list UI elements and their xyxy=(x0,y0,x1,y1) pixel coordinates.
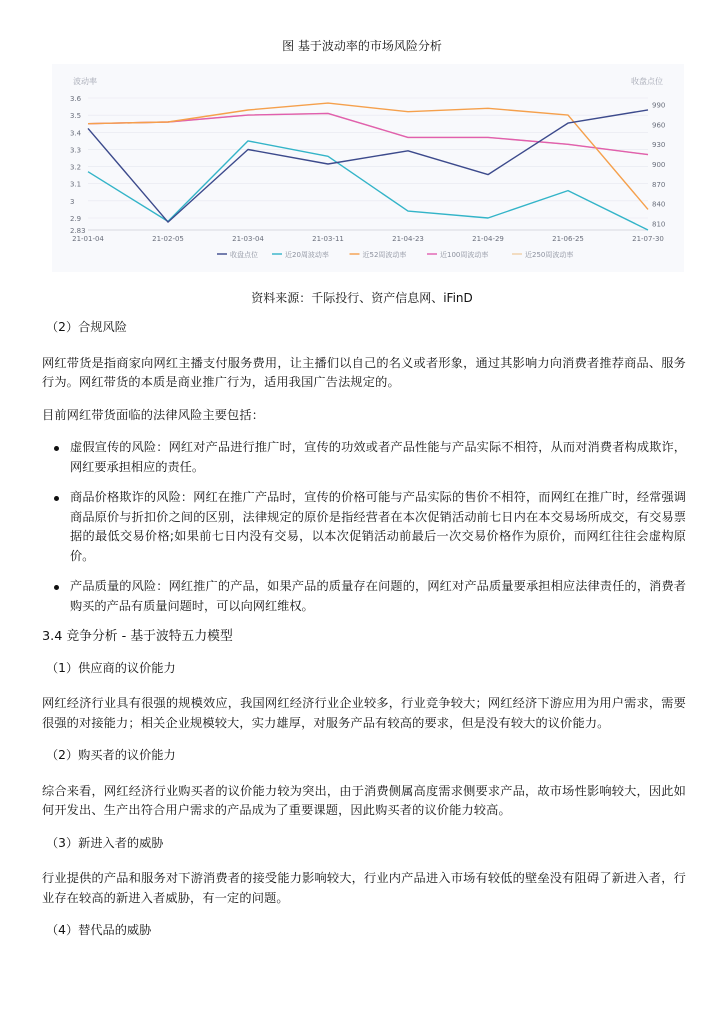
series-line-1 xyxy=(88,110,648,222)
figure-source: 资料来源：千际投行、资产信息网、iFinD xyxy=(251,291,473,305)
new-entrant-heading: （3）新进入者的威胁 xyxy=(46,835,164,850)
y-left-tick-label: 3.1 xyxy=(70,180,82,189)
series-line-2 xyxy=(88,141,648,230)
risk-item-quality xyxy=(42,577,686,616)
y-left-tick-label: 3.6 xyxy=(70,95,82,103)
risk-item-price-fraud xyxy=(42,488,686,566)
series-line-4 xyxy=(88,113,648,154)
y-left-tick-label: 3.4 xyxy=(70,129,82,138)
chart-svg xyxy=(52,64,684,272)
new-entrant-paragraph: 行业提供的产品和服务对下游消费者的接受能力影响较大，行业内产品进入市场有较低的壁垒没有阻碍了新进入者，行业存在较高的新进入者威胁，有一定的问题。 xyxy=(42,871,686,905)
legend-label: 近250周波动率 xyxy=(525,251,574,259)
x-tick-label: 21-03-11 xyxy=(312,235,344,243)
compliance-heading: （2）合规风险 xyxy=(46,320,127,334)
y-right-tick-label: 810 xyxy=(652,220,666,229)
risk-item-text: 商品价格欺诈的风险：网红在推广产品时，宣传的价格可能与产品实际的售价不相符，而网红在推广时，经常强调商品原价与折扣价之间的区别，法律规定的原价是指经营者在本次促销活动前七日内在本交易场所成交，有交易票据的最低交易价格;如果前七日内没有交易，以本次促销活动前最后一次交易价格作为原价，而网红往往会虚构原价。 xyxy=(70,490,686,563)
x-tick-label: 21-04-29 xyxy=(472,235,504,243)
legend-label: 收盘点位 xyxy=(230,251,258,259)
y-right-tick-label: 870 xyxy=(652,180,666,189)
figure-title: 图 基于波动率的市场风险分析 xyxy=(282,39,442,53)
x-tick-label: 21-07-30 xyxy=(632,235,664,243)
supplier-paragraph: 网红经济行业具有很强的规模效应，我国网红经济行业企业较多，行业竞争较大；网红经济下游应用为用户需求，需要很强的对接能力；相关企业规模较大，实力雄厚，对服务产品有较高的要求，但是没有较大的议价能力。 xyxy=(42,696,686,730)
y-right-tick-label: 930 xyxy=(652,141,666,150)
series-line-5 xyxy=(88,113,648,154)
x-tick-label: 21-03-04 xyxy=(232,235,264,243)
legend-label: 近20周波动率 xyxy=(285,251,329,259)
legend-label: 近100周波动率 xyxy=(440,251,489,259)
legend-label: 近52周波动率 xyxy=(362,251,407,259)
bullet-dot xyxy=(54,496,59,501)
x-tick-label: 21-04-23 xyxy=(392,235,424,243)
risk-list xyxy=(42,438,686,616)
y-left-axis-title: 波动率 xyxy=(73,77,97,86)
y-left-tick-label: 3.2 xyxy=(70,163,82,172)
y-left-tick-label: 2.9 xyxy=(70,215,82,223)
y-left-tick-label: 3.5 xyxy=(70,112,82,121)
document-body xyxy=(42,318,686,957)
y-right-tick-label: 840 xyxy=(652,200,666,209)
substitute-heading: （4）替代品的威胁 xyxy=(46,923,152,937)
supplier-heading: （1）供应商的议价能力 xyxy=(46,660,176,675)
y-right-tick-label: 990 xyxy=(652,101,666,110)
buyer-heading: （2）购买者的议价能力 xyxy=(46,748,176,762)
y-left-tick-label: 3.3 xyxy=(70,146,82,155)
x-tick-label: 21-01-04 xyxy=(72,235,104,243)
series-line-3 xyxy=(88,103,648,209)
y-left-tick-label: 3 xyxy=(70,197,75,206)
risk-item-text: 产品质量的风险：网红推广的产品，如果产品的质量存在问题的，网红对产品质量要承担相应法律责任的，消费者购买的产品有质量问题时，可以向网红维权。 xyxy=(70,579,686,613)
section-heading-competition: 3.4 竞争分析 - 基于波特五力模型 xyxy=(42,629,233,644)
volatility-chart xyxy=(52,64,684,272)
compliance-paragraph-2: 目前网红带货面临的法律风险主要包括： xyxy=(42,407,265,422)
buyer-paragraph: 综合来看，网红经济行业购买者的议价能力较为突出，由于消费侧属高度需求侧要求产品，故市场性影响较大，因此如何开发出、生产出符合用户需求的产品成为了重要课题，因此购买者的议价能力较高。 xyxy=(42,783,686,817)
bullet-dot xyxy=(54,446,59,451)
y-right-tick-label: 960 xyxy=(652,121,666,130)
x-tick-label: 21-02-05 xyxy=(152,235,184,243)
y-right-tick-label: 900 xyxy=(652,161,666,169)
risk-item-text: 虚假宣传的风险：网红对产品进行推广时，宣传的功效或者产品性能与产品实际不相符，从而对消费者构成欺诈，网红要承担相应的责任。 xyxy=(70,440,686,474)
y-right-axis-title: 收盘点位 xyxy=(631,77,663,86)
risk-item-false-advertising xyxy=(42,438,686,477)
x-tick-label: 21-06-25 xyxy=(552,235,584,243)
y-left-tick-label: 2.83 xyxy=(70,227,86,235)
bullet-dot xyxy=(54,585,59,590)
compliance-paragraph-1: 网红带货是指商家向网红主播支付服务费用，让主播们以自己的名义或者形象，通过其影响力向消费者推荐商品、服务行为。网红带货的本质是商业推广行为，适用我国广告法规定的。 xyxy=(42,355,686,389)
